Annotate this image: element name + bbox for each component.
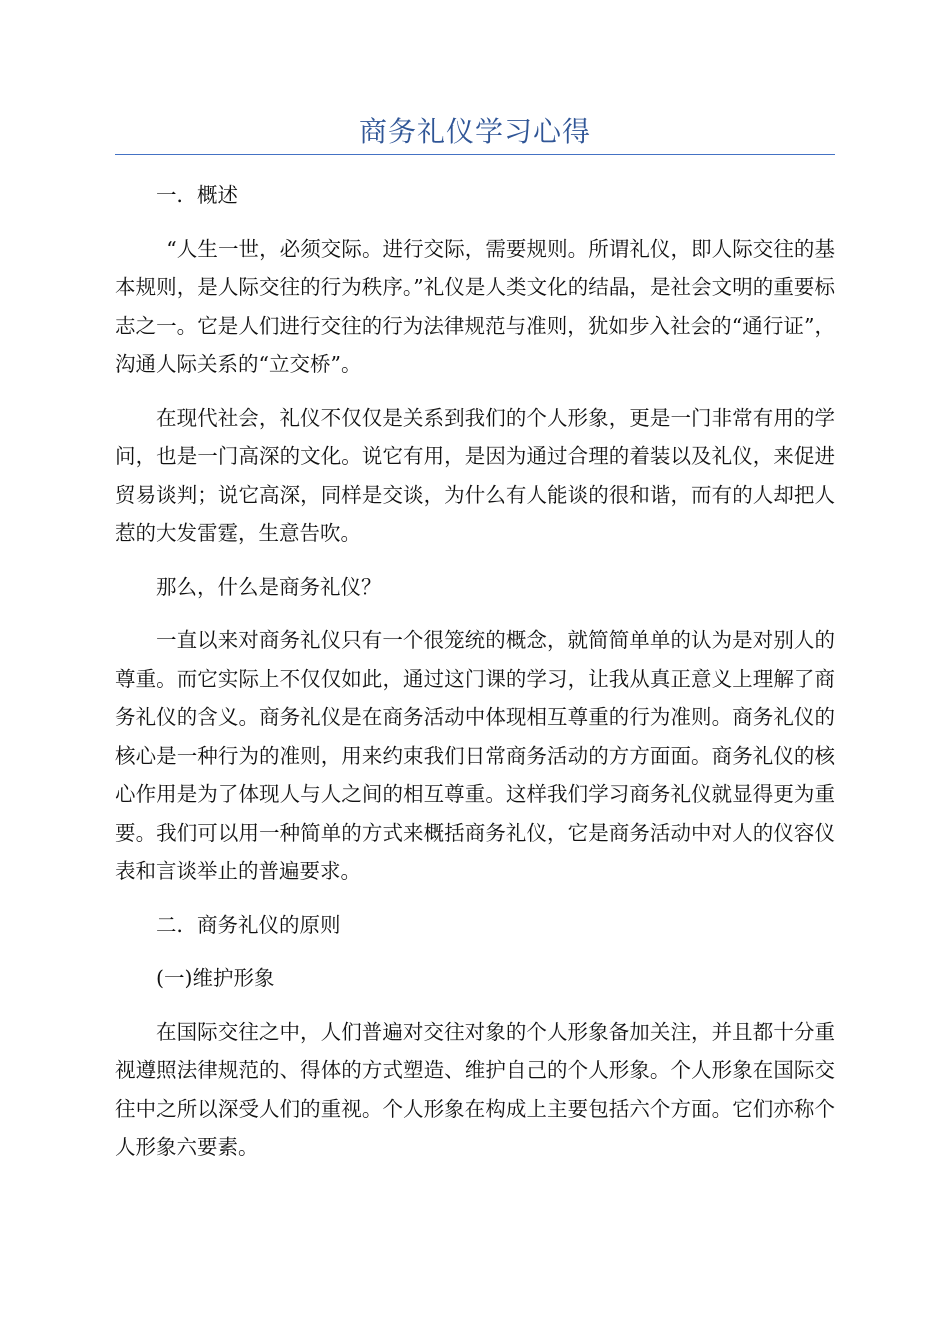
paragraph-4: 一直以来对商务礼仪只有一个很笼统的概念，就简简单单的认为是对别人的尊重。而它实际上不仅仅如此，通过这门课的学习，让我从真正意义上理解了商务礼仪的含义。商务礼仪是在商务活动中体现相互尊重的行为准则。商务礼仪的核心是一种行为的准则，用来约束我们日常商务活动的方方面面。商务礼仪的核心作用是为了体现人与人之间的相互尊重。这样我们学习商务礼仪就显得更为重要。我们可以用一种简单的方式来概括商务礼仪，它是商务活动中对人的仪容仪表和言谈举止的普遍要求。 — [115, 628, 835, 883]
document-body — [115, 176, 835, 1182]
subsection-heading-image: (一)维护形象 — [156, 966, 275, 990]
paragraph-1: “人生一世，必须交际。进行交际，需要规则。所谓礼仪，即人际交往的基本规则，是人际交往的行为秩序。”礼仪是人类文化的结晶，是社会文明的重要标志之一。它是人们进行交往的行为法律规范与准则，犹如步入社会的“通行证”，沟通人际关系的“立交桥”。 — [115, 236, 835, 376]
paragraph-5: 在国际交往之中，人们普遍对交往对象的个人形象备加关注，并且都十分重视遵照法律规范的、得体的方式塑造、维护自己的个人形象。个人形象在国际交往中之所以深受人们的重视。个人形象在构成上主要包括六个方面。它们亦称个人形象六要素。 — [115, 1019, 835, 1159]
paragraph-2: 在现代社会，礼仪不仅仅是关系到我们的个人形象，更是一门非常有用的学问，也是一门高深的文化。说它有用，是因为通过合理的着装以及礼仪，来促进贸易谈判；说它高深，同样是交谈，为什么有人能谈的很和谐，而有的人却把人惹的大发雷霆，生意告吹。 — [115, 405, 835, 545]
section-heading-overview: 一．概述 — [156, 183, 238, 207]
section-heading-principles: 二．商务礼仪的原则 — [156, 912, 341, 937]
document-title: 商务礼仪学习心得 — [358, 115, 591, 148]
title-underline — [115, 154, 835, 155]
paragraph-3: 那么，什么是商务礼仪？ — [156, 574, 382, 599]
